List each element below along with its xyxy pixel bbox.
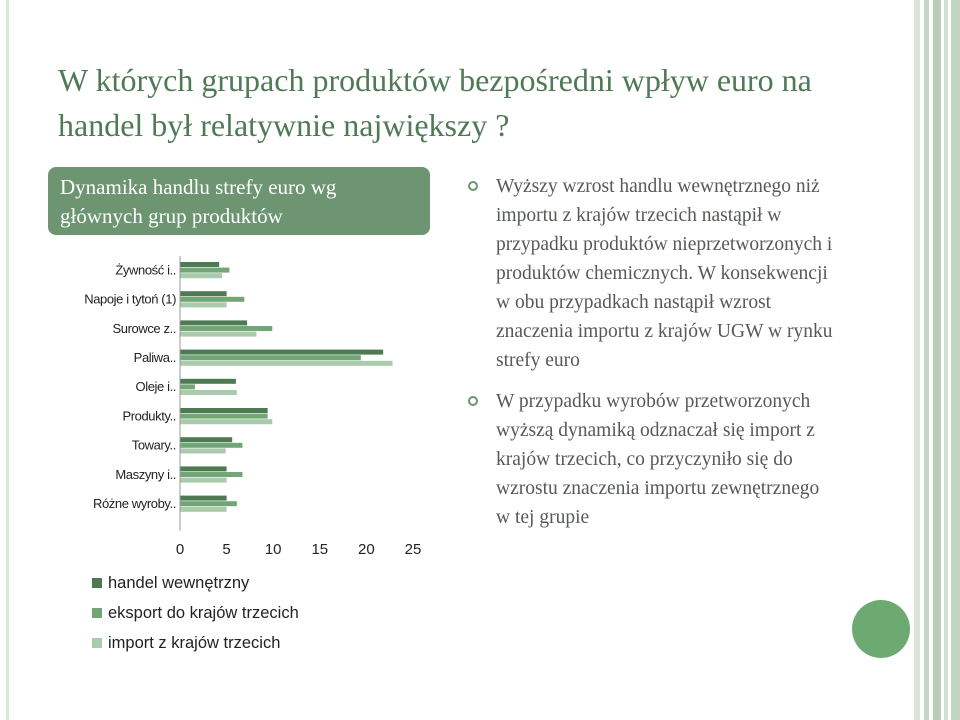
- bar-export: [180, 384, 195, 389]
- ring-bullet-icon: [468, 396, 478, 406]
- legend-swatch: [92, 638, 102, 648]
- bar-import: [180, 478, 227, 483]
- slide-title: W których grupach produktów bezpośredni wpływ euro na handel był relatywnie największy ?: [58, 62, 812, 143]
- decor-circle: [852, 600, 910, 658]
- category-label: Różne wyroby..: [92, 496, 176, 511]
- bar-chart: [0, 0, 460, 560]
- bullet-text: Wyższy wzrost handlu wewnętrznego niż importu z krajów trzecich nastąpił w przypadku produktów nieprzetworzonych i produktów chemicznych. W konsekwencji w obu przypadkach nastąpił wzrost znaczenia importu z krajów UGW w rynku strefy euro: [496, 176, 833, 371]
- bar-import: [180, 273, 222, 278]
- bullet-list: [466, 172, 836, 544]
- bar-internal: [180, 496, 227, 501]
- x-tick-label: 0: [175, 541, 185, 558]
- bar-export: [180, 326, 272, 331]
- bar-import: [180, 507, 227, 512]
- legend-item: [92, 568, 299, 598]
- bar-internal: [180, 379, 236, 384]
- ring-bullet-icon: [468, 181, 478, 191]
- bar-import: [180, 302, 227, 307]
- category-label: Napoje i tytoń (1): [84, 291, 176, 307]
- bar-import: [180, 361, 392, 366]
- bar-export: [180, 268, 229, 273]
- chart-header: Dynamika handlu strefy euro wg głównych grup produktów: [48, 167, 430, 235]
- legend-swatch: [92, 578, 102, 588]
- category-label: Żywność i..: [115, 262, 176, 278]
- right-decor-stripes: [914, 0, 960, 720]
- bar-import: [180, 419, 272, 424]
- bar-internal: [180, 350, 383, 355]
- chart-legend: [92, 568, 299, 658]
- bar-import: [180, 448, 226, 453]
- x-tick-label: 20: [358, 541, 375, 558]
- legend-swatch: [92, 608, 102, 618]
- bar-internal: [180, 437, 232, 442]
- bar-export: [180, 414, 268, 419]
- category-label: Towary..: [131, 437, 176, 453]
- bullet-text: W przypadku wyrobów przetworzonych wyższą dynamiką odznaczał się import z krajów trzecich, co przyczyniło się do wzrostu znaczenia importu zewnętrznego w tej grupie: [496, 391, 820, 528]
- legend-label: import z krajów trzecich: [108, 633, 281, 652]
- x-tick-label: 25: [404, 541, 422, 558]
- category-label: Paliwa..: [133, 350, 176, 365]
- legend-label: handel wewnętrzny: [108, 573, 250, 592]
- category-label: Surowce z..: [112, 320, 176, 336]
- bullet-item: [466, 387, 836, 532]
- bar-export: [180, 355, 361, 360]
- bar-internal: [180, 262, 219, 267]
- legend-item: [92, 598, 299, 628]
- bar-internal: [180, 408, 268, 413]
- bar-export: [180, 501, 237, 506]
- x-tick-label: 5: [222, 541, 231, 558]
- bar-internal: [180, 320, 247, 325]
- bar-export: [180, 297, 244, 302]
- x-tick-label: 15: [311, 541, 329, 558]
- bullet-item: [466, 172, 836, 375]
- x-tick-label: 10: [264, 541, 282, 558]
- legend-label: eksport do krajów trzecich: [108, 603, 299, 622]
- category-label: Produkty..: [122, 408, 176, 424]
- legend-item: [92, 628, 299, 658]
- bar-internal: [180, 466, 227, 471]
- bar-internal: [180, 291, 227, 296]
- bar-export: [180, 472, 242, 477]
- bar-import: [180, 332, 256, 337]
- bar-export: [180, 443, 242, 448]
- bar-import: [180, 390, 237, 395]
- category-label: Oleje i..: [135, 379, 176, 395]
- category-label: Maszyny i..: [115, 466, 176, 482]
